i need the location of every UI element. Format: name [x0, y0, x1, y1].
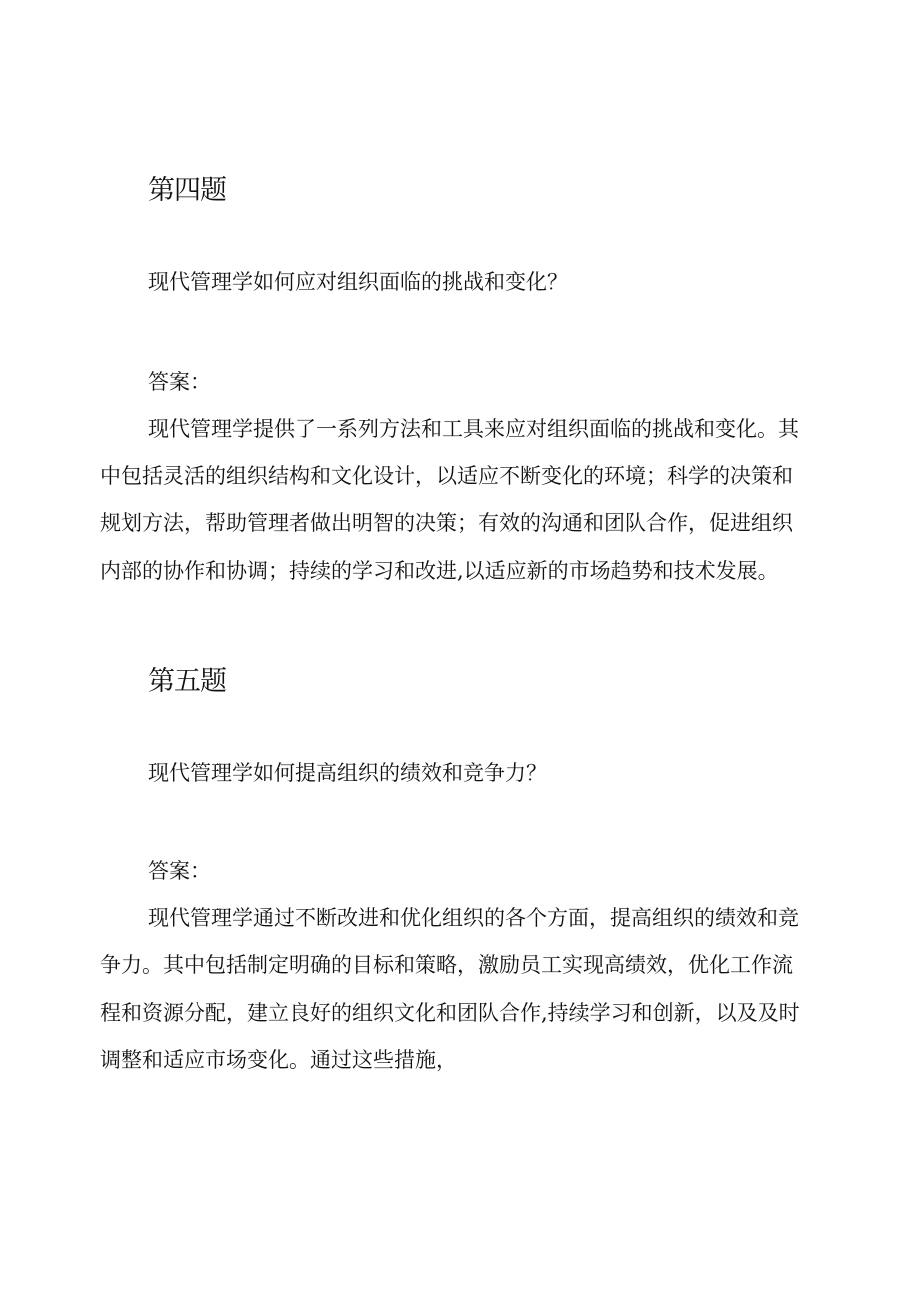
section-title: 第四题	[148, 175, 226, 206]
answer-line: 现代管理学通过不断改进和优化组织的各个方面，提高组织的绩效和竞	[148, 906, 799, 930]
answer-line: 规划方法，帮助管理者做出明智的决策；有效的沟通和团队合作，促进组织	[100, 511, 793, 535]
answer-label: 答案：	[148, 370, 211, 394]
answer-line: 争力。其中包括制定明确的目标和策略，激励员工实现高绩效，优化工作流	[100, 953, 793, 977]
answer-line: 中包括灵活的组织结构和文化设计，以适应不断变化的环境；科学的决策和	[100, 464, 793, 488]
answer-line: 调整和适应市场变化。通过这些措施，	[100, 1048, 457, 1072]
section-title: 第五题	[148, 666, 226, 697]
answer-line: 程和资源分配，建立良好的组织文化和团队合作,持续学习和创新，以及及时	[100, 1001, 800, 1025]
question-text: 现代管理学如何应对组织面临的挑战和变化？	[148, 270, 568, 294]
answer-label: 答案：	[148, 859, 211, 883]
question-text: 现代管理学如何提高组织的绩效和竞争力？	[148, 761, 547, 785]
answer-line: 现代管理学提供了一系列方法和工具来应对组织面临的挑战和变化。其	[148, 417, 799, 441]
answer-line: 内部的协作和协调；持续的学习和改进,以适应新的市场趋势和技术发展。	[100, 559, 779, 583]
